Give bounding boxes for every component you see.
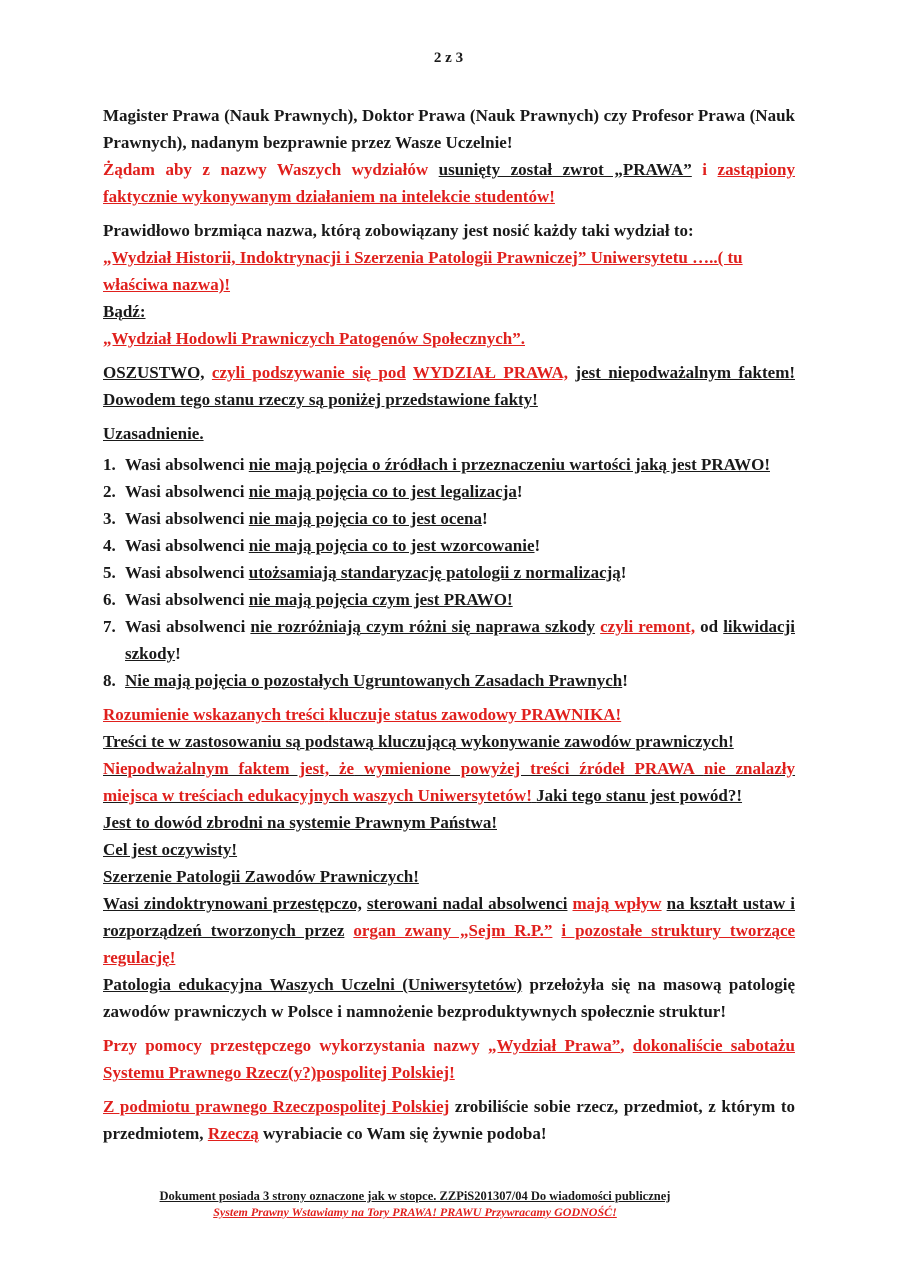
paragraph-proper-name: Prawidłowo brzmiąca nazwa, którą zobowiązany jest nosić każdy taki wydział to: [103, 221, 694, 240]
paragraph-graduates: Wasi zindoktrynowani przestępczo, sterowani nadal absolwenci mają wpływ na kształt ustaw i rozporządzeń tworzonych przez organ zwany „Sejm R.P.” i pozostałe struktury tworzące regulację! [103, 894, 796, 967]
list-item: 5. Wasi absolwenci utożsamiają standaryzację patologii z normalizacją! [103, 563, 627, 582]
page-footer [0, 1188, 830, 1220]
paragraph-goal: Cel jest oczywisty! [103, 840, 238, 859]
list-item: 2. Wasi absolwenci nie mają pojęcia co to jest legalizacja! [103, 482, 523, 501]
paragraph-fraud: OSZUSTWO, czyli podszywanie się pod WYDZIAŁ PRAWA, jest niepodważalnym faktem! Dowodem tego stanu rzeczy są poniżej przedstawione fakty! [103, 363, 796, 409]
paragraph-pathology: Szerzenie Patologii Zawodów Prawniczych! [103, 867, 419, 886]
paragraph-fact: Niepodważalnym faktem jest, że wymienione powyżej treści źródeł PRAWA nie znalazły miejsca w treściach edukacyjnych waszych Uniwersytetów! Jaki tego stanu jest powód?! [103, 759, 796, 805]
paragraph-contents: Treści te w zastosowaniu są podstawą kluczującą wykonywanie zawodów prawniczych! [103, 732, 734, 751]
footer-line-1: Dokument posiada 3 strony oznaczone jak w stopce. ZZPiS201307/04 Do wiadomości publicznej [159, 1189, 671, 1203]
paragraph-or: Bądź: [103, 302, 146, 321]
footer-line-2: System Prawny Wstawiamy na Tory PRAWA! PRAWU Przywracamy GODNOŚĆ! [213, 1205, 617, 1219]
page-number: 2 z 3 [433, 50, 464, 66]
list-item: 1. Wasi absolwenci nie mają pojęcia o źródłach i przeznaczeniu wartości jaką jest PRAWO! [103, 455, 770, 474]
list-item: 3. Wasi absolwenci nie mają pojęcia co to jest ocena! [103, 509, 488, 528]
proposed-name-1: „Wydział Historii, Indoktrynacji i Szerzenia Patologii Prawniczej” Uniwersytetu …..( tu właściwa nazwa)! [103, 248, 743, 294]
list-item: 7. Wasi absolwenci nie rozróżniają czym różni się naprawa szkody czyli remont, od likwidacji szkody! [103, 617, 795, 663]
list-item: 4. Wasi absolwenci nie mają pojęcia co to jest wzorcowanie! [103, 536, 541, 555]
list-item: 8. Nie mają pojęcia o pozostałych Ugruntowanych Zasadach Prawnych! [103, 671, 628, 690]
paragraph-understanding: Rozumienie wskazanych treści kluczuje status zawodowy PRAWNIKA! [103, 705, 622, 724]
letter-body [103, 102, 795, 1147]
justification-list [103, 451, 795, 694]
proposed-name-2: „Wydział Hodowli Prawniczych Patogenów Społecznych”. [103, 329, 525, 348]
paragraph-crime: Jest to dowód zbrodni na systemie Prawnym Państwa! [103, 813, 497, 832]
paragraph-degrees: Magister Prawa (Nauk Prawnych), Doktor Prawa (Nauk Prawnych) czy Profesor Prawa (Nauk Prawnych), nadanym bezprawnie przez Wasze Uczelnie! [103, 106, 795, 152]
paragraph-education: Patologia edukacyjna Waszych Uczelni (Uniwersytetów) przełożyła się na masową patologię zawodów prawniczych w Polsce i namnożenie bezproduktywnych społecznie struktur! [103, 975, 795, 1021]
paragraph-conclusion: Z podmiotu prawnego Rzeczpospolitej Polskiej zrobiliście sobie rzecz, przedmiot, z którym to przedmiotem, Rzeczą wyrabiacie co Wam się żywnie podoba! [103, 1097, 795, 1143]
paragraph-sabotage: Przy pomocy przestępczego wykorzystania nazwy „Wydział Prawa”, dokonaliście sabotażu Systemu Prawnego Rzecz(y?)pospolitej Polskiej! [103, 1036, 795, 1082]
list-item: 6. Wasi absolwenci nie mają pojęcia czym jest PRAWO! [103, 590, 513, 609]
justification-heading: Uzasadnienie. [103, 424, 204, 443]
paragraph-demand: Żądam aby z nazwy Waszych wydziałów usunięty został zwrot „PRAWA” i zastąpiony faktycznie wykonywanym działaniem na intelekcie studentów! [103, 160, 795, 206]
